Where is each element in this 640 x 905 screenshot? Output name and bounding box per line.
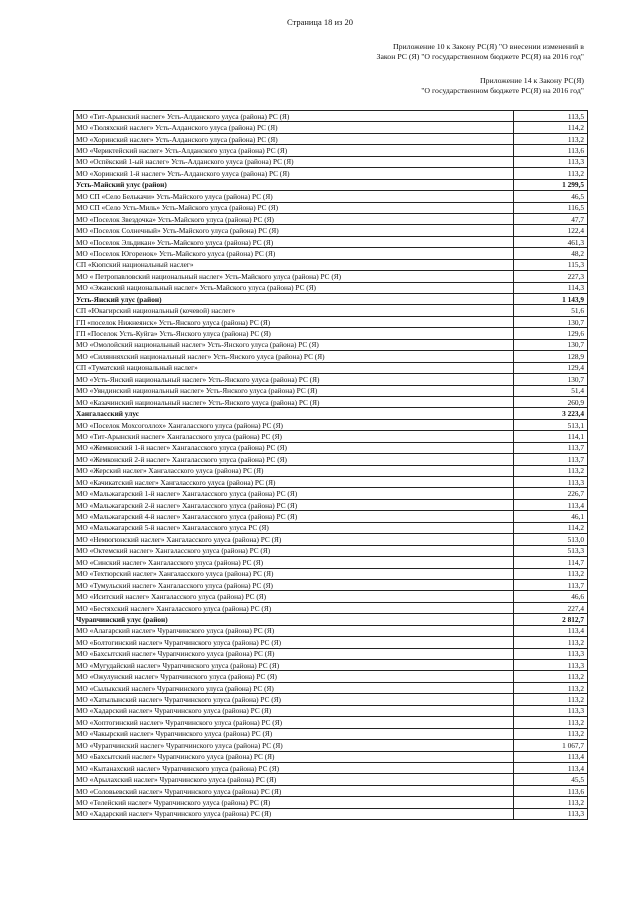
amount-cell: 114,3 [514,282,588,293]
section-row [74,294,588,305]
district-name-cell: Хангаласский улус [74,408,514,419]
table-row [74,477,588,488]
amount-cell: 113,7 [514,579,588,590]
municipality-name-cell: МО «Эжанский национальный наслег» Усть-Майского улуса (района) РС (Я) [74,282,514,293]
amount-cell: 113,3 [514,156,588,167]
amount-cell: 113,4 [514,751,588,762]
municipality-name-cell: МО «Тит-Арынский наслег» Хангаласского улуса (района) РС (Я) [74,431,514,442]
table-row [74,637,588,648]
amount-cell: 513,0 [514,534,588,545]
municipality-name-cell: МО «Чурапчинский наслег» Чурапчинского улуса (района) РС (Я) [74,740,514,751]
amount-cell: 113,5 [514,111,588,122]
municipality-name-cell: СП «Кюпский национальный наслег» [74,259,514,270]
amount-cell: 46,1 [514,511,588,522]
municipality-name-cell: МО «Поселок Солнечный» Усть-Майского улуса (района) РС (Я) [74,225,514,236]
table-row [74,133,588,144]
table-row [74,774,588,785]
table-row [74,362,588,373]
table-row [74,568,588,579]
amount-cell: 113,2 [514,728,588,739]
amount-cell: 114,7 [514,557,588,568]
amount-cell: 46,5 [514,191,588,202]
table-row [74,236,588,247]
amount-cell: 461,3 [514,236,588,247]
municipality-name-cell: МО «Бестяхский наслег» Хангаласского улуса (района) РС (Я) [74,602,514,613]
amount-cell: 51,4 [514,385,588,396]
municipality-name-cell: МО «Болтогинский наслег» Чурапчинского улуса (района) РС (Я) [74,637,514,648]
amount-cell: 113,2 [514,682,588,693]
table-row [74,396,588,407]
amount-cell: 48,2 [514,248,588,259]
municipality-name-cell: МО «Мальжагарский 4-й наслег» Хангаласского улуса (района) РС (Я) [74,511,514,522]
municipality-name-cell: МО «Хатылынский наслег» Чурапчинского улуса (района) РС (Я) [74,694,514,705]
municipality-name-cell: МО «Жемконский 2-й наслег» Хангаласского улуса (района) РС (Я) [74,454,514,465]
table-row [74,328,588,339]
amount-cell: 116,5 [514,202,588,213]
municipality-name-cell: ГП «поселок Нижнеянск» Усть-Янского улуса (района) РС (Я) [74,316,514,327]
table-row [74,431,588,442]
municipality-name-cell: МО «Синский наслег» Хангаласского улуса (района) РС (Я) [74,557,514,568]
amount-cell: 113,7 [514,454,588,465]
table-row [74,488,588,499]
municipality-name-cell: МО «Ожулунский наслег» Чурапчинского улуса (района) РС (Я) [74,671,514,682]
table-row [74,557,588,568]
municipality-name-cell: МО «Иситский наслег» Хангаласского улуса (района) РС (Я) [74,591,514,602]
municipality-name-cell: МО «Оспёкский 1-ый наслег» Усть-Алданского улуса (района) РС (Я) [74,156,514,167]
table-row [74,534,588,545]
amount-cell: 113,6 [514,145,588,156]
table-row [74,591,588,602]
amount-cell: 129,6 [514,328,588,339]
amount-cell: 115,3 [514,259,588,270]
district-name-cell: Чурапчинский улус (район) [74,614,514,625]
municipality-name-cell: МО «Омолойский национальный наслег» Усть-Янского улуса (района) РС (Я) [74,339,514,350]
municipality-name-cell: МО «Силянняхский национальный наслег» Усть-Янского улуса (района) РС (Я) [74,351,514,362]
amount-cell: 113,4 [514,499,588,510]
district-name-cell: Усть-Янский улус (район) [74,294,514,305]
table-row [74,797,588,808]
municipality-name-cell: МО «Мальжагарский 2-й наслег» Хангаласского улуса (района) РС (Я) [74,499,514,510]
amount-cell: 113,3 [514,705,588,716]
amount-cell: 513,1 [514,419,588,430]
district-name-cell: Усть-Майский улус (район) [74,179,514,190]
amount-cell: 113,3 [514,648,588,659]
municipality-name-cell: МО «Чакырский наслег» Чурапчинского улуса (района) РС (Я) [74,728,514,739]
table-row [74,271,588,282]
table-row [74,111,588,122]
municipality-name-cell: МО «Немюгюнский наслег» Хангаласского улуса (района) РС (Я) [74,534,514,545]
municipality-name-cell: МО «Хоринский 1-й наслег» Усть-Алданского улуса (района) РС (Я) [74,168,514,179]
table-row [74,374,588,385]
amount-cell: 113,2 [514,465,588,476]
table-row [74,305,588,316]
table-row [74,751,588,762]
amount-cell: 51,6 [514,305,588,316]
amount-cell: 227,3 [514,271,588,282]
amount-cell: 122,4 [514,225,588,236]
municipality-name-cell: МО «Телейский наслег» Чурапчинского улуса (района) РС (Я) [74,797,514,808]
table-row [74,728,588,739]
table-row [74,762,588,773]
budget-table [73,110,588,820]
amount-cell: 113,2 [514,694,588,705]
table-row [74,282,588,293]
municipality-name-cell: МО «Кытанахский наслег» Чурапчинского улуса (района) РС (Я) [74,762,514,773]
municipality-name-cell: МО «Поселок Эльдикан» Усть-Майского улуса (района) РС (Я) [74,236,514,247]
amount-cell: 113,2 [514,717,588,728]
table-row [74,168,588,179]
table-row [74,682,588,693]
table-row [74,808,588,819]
table-row [74,145,588,156]
amount-cell: 1 067,7 [514,740,588,751]
municipality-name-cell: МО «Хоптогинский наслег» Чурапчинского улуса (района) РС (Я) [74,717,514,728]
municipality-name-cell: МО «Поселок Югоренок» Усть-Майского улуса (района) РС (Я) [74,248,514,259]
municipality-name-cell: СП «Туматский национальный наслег» [74,362,514,373]
table-row [74,316,588,327]
amount-cell: 114,2 [514,122,588,133]
table-row [74,213,588,224]
municipality-name-cell: МО «Арылахский наслег» Чурапчинского улуса (района) РС (Я) [74,774,514,785]
amount-cell: 113,2 [514,133,588,144]
municipality-name-cell: МО « Петропавловский национальный наслег» Усть-Майского улуса (района) РС (Я) [74,271,514,282]
amount-cell: 130,7 [514,316,588,327]
amount-cell: 226,7 [514,488,588,499]
table-row [74,785,588,796]
amount-cell: 113,3 [514,808,588,819]
table-row [74,499,588,510]
municipality-name-cell: МО «Мальжагарский 1-й наслег» Хангаласского улуса (района) РС (Я) [74,488,514,499]
amount-cell: 113,7 [514,442,588,453]
municipality-name-cell: МО «Поселок Мохсоголлох» Хангаласского улуса (района) РС (Я) [74,419,514,430]
section-row [74,408,588,419]
table-row [74,694,588,705]
amount-cell: 46,6 [514,591,588,602]
amount-cell: 130,7 [514,374,588,385]
municipality-name-cell: МО «Качикатский наслег» Хангаласского улуса (района) РС (Я) [74,477,514,488]
amount-cell: 129,4 [514,362,588,373]
municipality-name-cell: МО «Хоринский наслег» Усть-Алданского улуса (района) РС (Я) [74,133,514,144]
amount-cell: 113,2 [514,637,588,648]
municipality-name-cell: МО «Уяндинский национальный наслег» Усть-Янского улуса (района) РС (Я) [74,385,514,396]
table-row [74,740,588,751]
municipality-name-cell: МО «Соловьевский наслег» Чурапчинского улуса (района) РС (Я) [74,785,514,796]
page-number: Страница 18 из 20 [286,17,354,27]
appendix-header-amendment [377,42,584,62]
amount-cell: 113,3 [514,477,588,488]
municipality-name-cell: МО «Казачинский национальный наслег» Усть-Янского улуса (района) РС (Я) [74,396,514,407]
amount-cell: 114,1 [514,431,588,442]
table-row [74,660,588,671]
municipality-name-cell: МО «Техтюрский наслег» Хангаласского улуса (района) РС (Я) [74,568,514,579]
table-row [74,225,588,236]
municipality-name-cell: МО «Бахсытский наслег» Чурапчинского улуса (района) РС (Я) [74,648,514,659]
municipality-name-cell: МО «Октемский наслег» Хангаласского улуса (района) РС (Я) [74,545,514,556]
table-row [74,351,588,362]
municipality-name-cell: МО «Чериктейский наслег» Усть-Алданского улуса (района) РС (Я) [74,145,514,156]
amount-cell: 513,3 [514,545,588,556]
municipality-name-cell: МО «Тит-Арынский наслег» Усть-Алданского улуса (района) РС (Я) [74,111,514,122]
table-row [74,385,588,396]
amount-cell: 128,9 [514,351,588,362]
amount-cell: 2 812,7 [514,614,588,625]
table-row [74,454,588,465]
municipality-name-cell: МО «Мугудайский наслег» Чурапчинского улуса (района) РС (Я) [74,660,514,671]
municipality-name-cell: МО «Бахсытский наслег» Чурапчинского улуса (района) РС (Я) [74,751,514,762]
table-row [74,705,588,716]
appendix-header-line: Закон РС (Я) "О государственном бюджете РС(Я) на 2016 год" [376,52,584,61]
amount-cell: 113,2 [514,168,588,179]
amount-cell: 45,5 [514,774,588,785]
amount-cell: 47,7 [514,213,588,224]
table-row [74,122,588,133]
appendix-header-line: Приложение 14 к Закону РС(Я) [480,76,584,85]
table-row [74,442,588,453]
table-row [74,579,588,590]
municipality-name-cell: МО «Сылыкский наслег» Чурапчинского улуса (района) РС (Я) [74,682,514,693]
municipality-name-cell: ГП «Поселок Усть-Куйга» Усть-Янского улуса (района) РС (Я) [74,328,514,339]
table-row [74,465,588,476]
table-row [74,625,588,636]
table-row [74,545,588,556]
table-row [74,248,588,259]
section-row [74,179,588,190]
amount-cell: 3 223,4 [514,408,588,419]
appendix-header-line: Приложение 10 к Закону РС(Я) "О внесении изменений в [392,42,584,51]
table-row [74,202,588,213]
table-row [74,648,588,659]
table-row [74,156,588,167]
table-row [74,602,588,613]
amount-cell: 113,2 [514,568,588,579]
table-row [74,259,588,270]
amount-cell: 130,7 [514,339,588,350]
table-row [74,511,588,522]
municipality-name-cell: МО СП «Село Белькачи» Усть-Майского улуса (района) РС (Я) [74,191,514,202]
municipality-name-cell: СП «Юкагирский национальный (кочевой) наслег» [74,305,514,316]
municipality-name-cell: МО «Тюляхский наслег» Усть-Алданского улуса (района) РС (Я) [74,122,514,133]
municipality-name-cell: МО «Хадарский наслег» Чурапчинского улуса (района) РС (Я) [74,705,514,716]
municipality-name-cell: МО «Усть-Янский национальный наслег» Усть-Янского улуса (района) РС (Я) [74,374,514,385]
amount-cell: 113,2 [514,671,588,682]
municipality-name-cell: МО «Хадарский наслег» Чурапчинского улуса (района) РС (Я) [74,808,514,819]
table-row [74,522,588,533]
amount-cell: 1 143,9 [514,294,588,305]
municipality-name-cell: МО «Поселок Звездочка» Усть-Майского улуса (района) РС (Я) [74,213,514,224]
municipality-name-cell: МО «Жерский наслег» Хангаласского улуса (района) РС (Я) [74,465,514,476]
municipality-name-cell: МО «Алагарский наслег» Чурапчинского улуса (района) РС (Я) [74,625,514,636]
table-row [74,671,588,682]
municipality-name-cell: МО СП «Село Усть-Миль» Усть-Майского улуса (района) РС (Я) [74,202,514,213]
municipality-name-cell: МО «Мальжагарский 5-й наслег» Хангаласского улуса РС (Я) [74,522,514,533]
amount-cell: 260,9 [514,396,588,407]
amount-cell: 113,2 [514,797,588,808]
amount-cell: 113,4 [514,625,588,636]
municipality-name-cell: МО «Тумульский наслег» Хангаласского улуса (района) РС (Я) [74,579,514,590]
amount-cell: 1 299,5 [514,179,588,190]
appendix-header-budget [421,76,584,96]
municipality-name-cell: МО «Жемконский 1-й наслег» Хангаласского улуса (района) РС (Я) [74,442,514,453]
table-row [74,419,588,430]
amount-cell: 113,4 [514,762,588,773]
section-row [74,614,588,625]
table-row [74,339,588,350]
amount-cell: 113,6 [514,785,588,796]
amount-cell: 227,4 [514,602,588,613]
table-row [74,191,588,202]
budget-table-body [74,111,588,820]
appendix-header-line: "О государственном бюджете РС(Я) на 2016 год" [421,86,584,95]
amount-cell: 114,2 [514,522,588,533]
table-row [74,717,588,728]
amount-cell: 113,3 [514,660,588,671]
